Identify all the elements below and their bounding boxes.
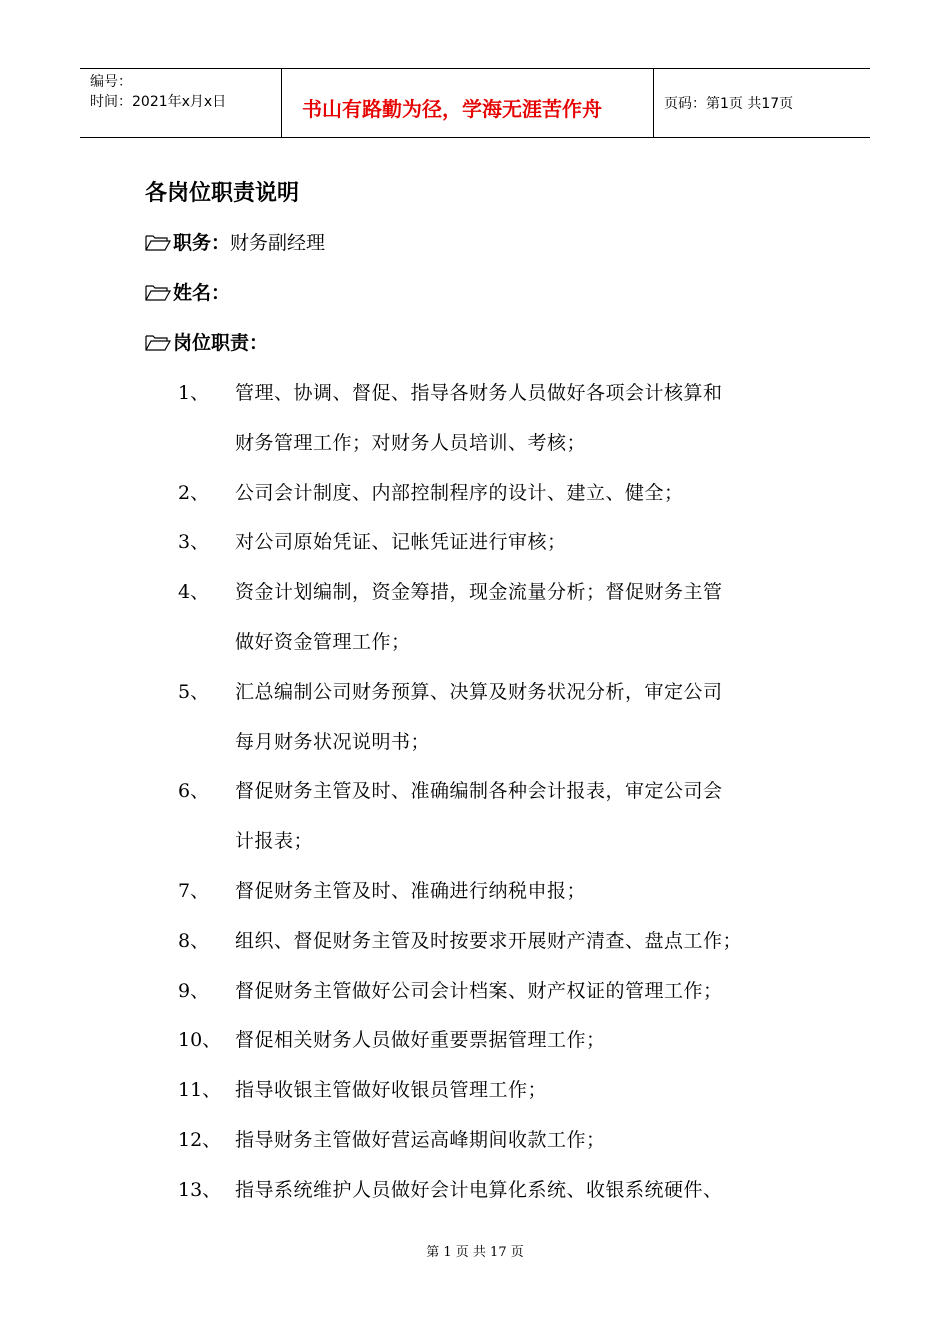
position-field (145, 228, 325, 255)
duty-number: 13、 (178, 1178, 222, 1201)
duty-text-line: 督促财务主管做好公司会计档案、财产权证的管理工作； (235, 979, 723, 1002)
position-label: 职务： (173, 232, 231, 254)
header-meta-cell (80, 69, 282, 137)
duty-text-line: 公司会计制度、内部控制程序的设计、建立、健全； (235, 481, 684, 504)
duty-text-line: 每月财务状况说明书； (235, 730, 431, 753)
duty-text-line: 做好资金管理工作； (235, 631, 411, 653)
duty-number: 1、 (178, 382, 210, 404)
folder-icon (145, 283, 171, 301)
duty-number: 7、 (178, 880, 210, 902)
duty-text-line: 计报表； (235, 830, 314, 853)
folder-icon (145, 233, 171, 251)
duties-label: 岗位职责： (173, 332, 269, 354)
name-field (145, 278, 230, 305)
duty-text-line: 财务管理工作；对财务人员培训、考核； (235, 431, 587, 454)
number-label: 编号： (90, 74, 132, 90)
duty-number: 12、 (178, 1129, 222, 1151)
duty-text-line: 指导系统维护人员做好会计电算化系统、收银系统硬件、 (235, 1178, 723, 1201)
duty-text-line: 指导财务主管做好营运高峰期间收款工作； (235, 1129, 606, 1151)
duty-text-line: 资金计划编制，资金筹措，现金流量分析；督促财务主管 (235, 581, 723, 604)
duty-number: 3、 (178, 531, 210, 554)
position-value: 财务副经理 (230, 232, 326, 254)
duty-number: 5、 (178, 680, 210, 703)
duty-text-line: 督促财务主管及时、准确编制各种会计报表，审定公司会 (235, 780, 723, 803)
duty-text-line: 对公司原始凭证、记帐凭证进行审核； (235, 531, 567, 554)
folder-icon (145, 333, 171, 351)
duty-text-line: 组织、督促财务主管及时按要求开展财产清查、盘点工作； (235, 929, 743, 952)
duty-text-line: 督促财务主管及时、准确进行纳税申报； (235, 880, 587, 902)
page-footer: 第 1 页 共 17 页 (426, 1245, 524, 1260)
duty-number: 4、 (178, 581, 210, 604)
page-title: 各岗位职责说明 (145, 181, 300, 206)
name-label: 姓名： (173, 282, 231, 304)
header-table (80, 68, 870, 138)
duty-number: 2、 (178, 481, 210, 504)
header-motto-cell (282, 69, 654, 137)
duty-text-line: 汇总编制公司财务预算、决算及财务状况分析，审定公司 (235, 680, 723, 703)
duty-number: 8、 (178, 929, 210, 952)
duty-text-line: 督促相关财务人员做好重要票据管理工作； (235, 1029, 606, 1052)
duty-text-line: 管理、协调、督促、指导各财务人员做好各项会计核算和 (235, 382, 723, 404)
duty-number: 6、 (178, 780, 210, 803)
duties-field (145, 328, 268, 355)
duty-number: 9、 (178, 979, 210, 1002)
page-info: 页码：第1页 共17页 (664, 96, 794, 112)
date-label: 时间：2021年x月x日 (90, 94, 227, 110)
duty-number: 11、 (178, 1079, 222, 1102)
motto: 书山有路勤为径，学海无涯苦作舟 (302, 97, 602, 121)
duty-text-line: 指导收银主管做好收银员管理工作； (235, 1079, 548, 1102)
duty-number: 10、 (178, 1029, 222, 1052)
